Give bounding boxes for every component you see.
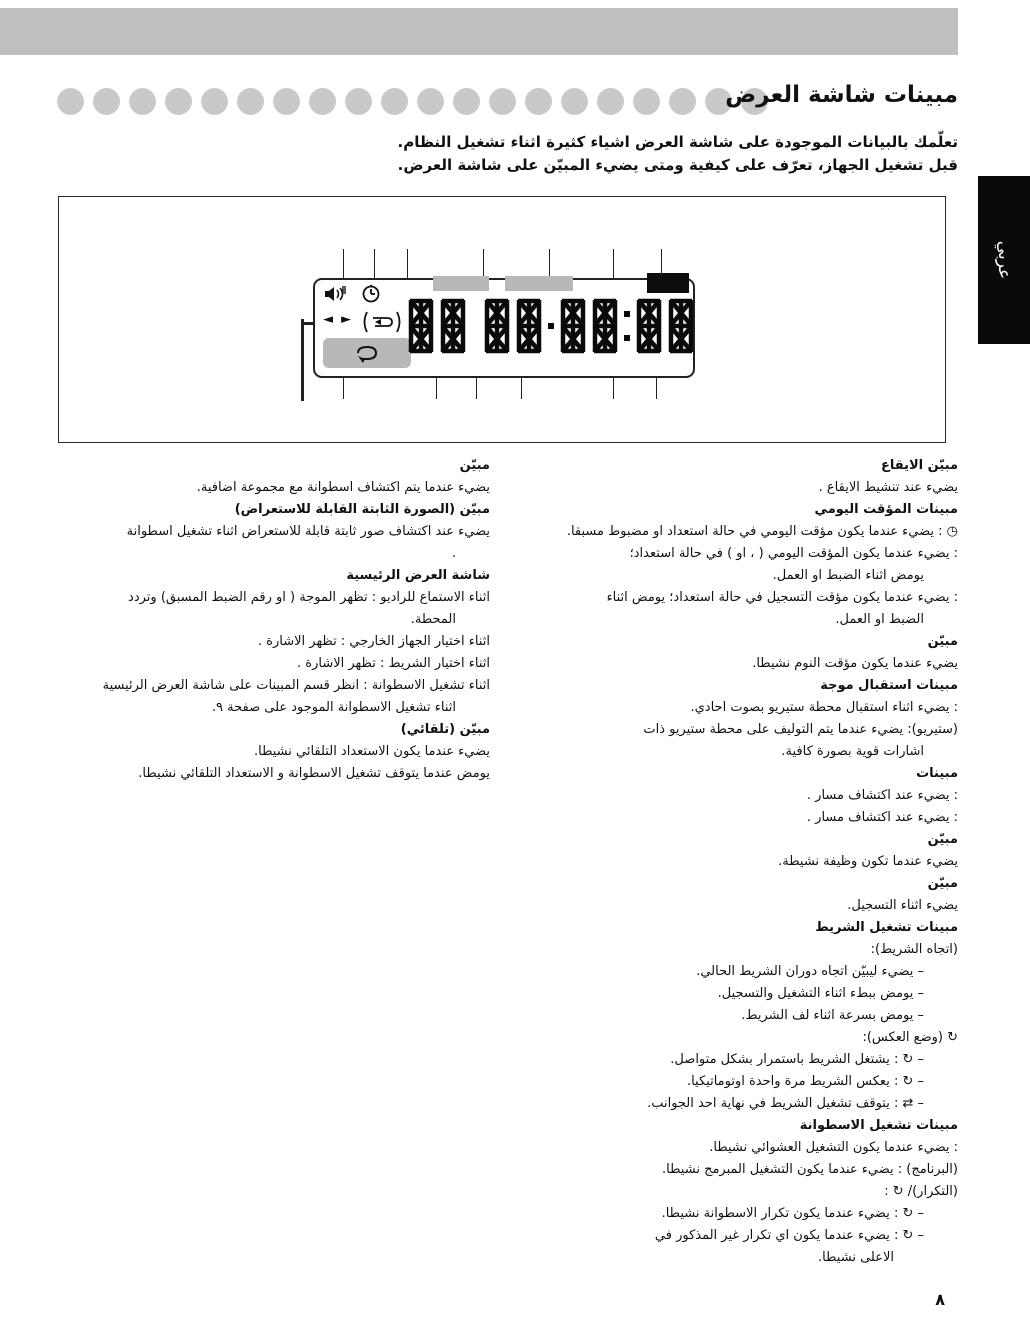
text-line: اثناء اختيار الشريط : تظهر الاشارة . bbox=[297, 656, 490, 671]
text-line: : يضيء عندما يكون مؤقت التسجيل في حالة استعداد؛ يومض اثناء bbox=[606, 590, 958, 605]
section-heading-line: مبيّن bbox=[927, 634, 958, 649]
segment-digit bbox=[439, 297, 467, 355]
segment-display-digits bbox=[407, 294, 695, 358]
text-line: ↻ (وضع العكس): bbox=[862, 1030, 958, 1045]
text-line: – ↻ : يضيء عندما يكون اي تكرار غير المذكور في bbox=[654, 1228, 924, 1243]
display-panel bbox=[313, 278, 695, 378]
text-line: يضيء عندما يكون مؤقت النوم نشيطا. bbox=[752, 656, 958, 671]
text-line: (اتجاه الشريط): bbox=[870, 942, 958, 957]
top-gray-bar bbox=[0, 8, 958, 55]
text-line: : يضيء عند اكتشاف مسار . bbox=[806, 810, 958, 825]
segment-digit bbox=[407, 297, 435, 355]
callout-line-left bbox=[301, 319, 304, 401]
intro-line-2: قبل تشغيل الجهاز، تعرّف على كيفية ومتى يضيء المبيّن على شاشة العرض. bbox=[397, 156, 958, 174]
decorative-dot bbox=[489, 88, 516, 115]
decorative-dot bbox=[345, 88, 372, 115]
text-line: – ↻ : يشتغل الشريط باستمرار بشكل متواصل. bbox=[670, 1052, 924, 1067]
text-line: ◷ : يضيء عندما يكون مؤقت اليومي في حالة استعداد او مضبوط مسبقا. bbox=[566, 524, 958, 539]
callout-line bbox=[613, 249, 614, 279]
text-line: اثناء اختيار الجهاز الخارجي : تظهر الاشارة . bbox=[257, 634, 490, 649]
text-line: – ↻ : يضيء عندما يكون تكرار الاسطوانة نشيطا. bbox=[661, 1206, 924, 1221]
text-line: اشارات قوية بصورة كافية. bbox=[781, 744, 924, 759]
section-heading-line: مبينات تشغيل الشريط bbox=[815, 920, 958, 935]
text-line: (التكرار)/ ↻ : bbox=[884, 1184, 958, 1199]
segment-digit bbox=[483, 297, 511, 355]
decorative-dot bbox=[525, 88, 552, 115]
section-heading-line: مبينات استقبال موجة bbox=[820, 678, 958, 693]
timer-clock-icon bbox=[361, 284, 381, 304]
text-line: المحطة. bbox=[410, 612, 456, 627]
text-line: : يضيء عندما يكون المؤقت اليومي ( ، او ) في حالة استعداد؛ bbox=[629, 546, 958, 561]
decorative-dot bbox=[129, 88, 156, 115]
text-line: يومض اثناء الضبط او العمل. bbox=[772, 568, 924, 583]
text-line: اثناء تشغيل الاسطوانة الموجود على صفحة ٩. bbox=[211, 700, 456, 715]
segment-digit bbox=[667, 297, 695, 355]
decorative-dot bbox=[417, 88, 444, 115]
decorative-dot bbox=[93, 88, 120, 115]
decorative-dot bbox=[453, 88, 480, 115]
decorative-dot bbox=[165, 88, 192, 115]
section-heading-line: مبيّن (الصورة الثابتة القابلة للاستعراض) bbox=[234, 502, 490, 517]
text-line: اثناء تشغيل الاسطوانة : انظر قسم المبينات على شاشة العرض الرئيسية bbox=[102, 678, 490, 693]
text-column-left bbox=[58, 455, 490, 1269]
page-title: مبينات شاشة العرض bbox=[725, 82, 958, 108]
section-heading-line: مبينات المؤقت اليومي bbox=[814, 502, 958, 517]
segment-digit bbox=[591, 297, 619, 355]
section-heading-line: مبيّن الايقاع bbox=[880, 458, 958, 473]
decorative-dot bbox=[597, 88, 624, 115]
decorative-dot bbox=[669, 88, 696, 115]
play-direction-icons: ◄ ► bbox=[323, 312, 354, 327]
title-dots bbox=[57, 88, 768, 115]
decorative-dot bbox=[633, 88, 660, 115]
text-line: . bbox=[451, 546, 456, 561]
text-line: الضبط او العمل. bbox=[835, 612, 924, 627]
text-line: : يضيء عندما يكون التشغيل العشوائي نشيطا. bbox=[709, 1140, 958, 1155]
text-line: يضيء عندما يكون الاستعداد التلقائي نشيطا. bbox=[253, 744, 490, 759]
reverse-mode-loop-icon bbox=[361, 310, 403, 334]
section-heading-line: مبيّن bbox=[927, 832, 958, 847]
decorative-dot bbox=[561, 88, 588, 115]
display-diagram-box bbox=[58, 196, 946, 443]
text-line: – يومض بسرعة اثناء لف الشريط. bbox=[741, 1008, 924, 1023]
text-line: يومض عندما يتوقف تشغيل الاسطوانة و الاستعداد التلقائي نشيطا. bbox=[138, 766, 490, 781]
section-heading-line: شاشة العرض الرئيسية bbox=[346, 568, 490, 583]
callout-line bbox=[343, 249, 344, 279]
page-number: ٨ bbox=[935, 1290, 945, 1309]
text-line: الاعلى نشيطا. bbox=[818, 1250, 894, 1265]
decorative-dot bbox=[273, 88, 300, 115]
indicator-block-1 bbox=[433, 276, 489, 291]
text-line: : يضيء عند اكتشاف مسار . bbox=[806, 788, 958, 803]
decorative-dot bbox=[201, 88, 228, 115]
language-tab bbox=[978, 176, 1030, 344]
colon-separator bbox=[623, 297, 631, 355]
text-line: (البرنامج) : يضيء عندما يكون التشغيل المبرمج نشيطا. bbox=[662, 1162, 958, 1177]
repeat-indicator-area bbox=[323, 338, 411, 368]
text-column-right bbox=[508, 455, 958, 1269]
section-heading-line: مبيّن bbox=[459, 458, 490, 473]
language-tab-label: عربي bbox=[994, 240, 1014, 280]
body-text bbox=[58, 455, 958, 1269]
repeat-loop-icon bbox=[353, 343, 381, 363]
callout-line bbox=[374, 249, 375, 279]
text-line: يضيء عند اكتشاف صور ثابتة قابلة للاستعراض اثناء تشغيل اسطوانة bbox=[126, 524, 490, 539]
text-line: : يضيء اثناء استقبال محطة ستيريو بصوت احادي. bbox=[690, 700, 958, 715]
decorative-dot bbox=[57, 88, 84, 115]
segment-digit bbox=[635, 297, 663, 355]
digit-gap bbox=[471, 326, 479, 327]
indicator-block-2 bbox=[505, 276, 573, 291]
segment-digit bbox=[559, 297, 587, 355]
indicator-block-black bbox=[647, 273, 689, 293]
speaker-icon bbox=[323, 284, 347, 304]
text-line: اثناء الاستماع للراديو : تظهر الموجة ( او رقم الضبط المسبق) وتردد bbox=[128, 590, 490, 605]
text-line: – ↻ : يعكس الشريط مرة واحدة اوتوماتيكيا. bbox=[686, 1074, 924, 1089]
callout-line bbox=[483, 249, 484, 279]
text-line: (ستيريو): يضيء عندما يتم التوليف على محطة ستيريو ذات bbox=[643, 722, 958, 737]
callout-line bbox=[407, 249, 408, 279]
segment-digit bbox=[515, 297, 543, 355]
text-line: يضيء اثناء التسجيل. bbox=[847, 898, 958, 913]
intro-line-1: تعلّمك بالبيانات الموجودة على شاشة العرض اشياء كثيرة اثناء تشغيل النظام. bbox=[397, 133, 958, 151]
text-line: يضيء عندما يتم اكتشاف اسطوانة مع مجموعة اضافية. bbox=[196, 480, 490, 495]
decorative-dot bbox=[381, 88, 408, 115]
callout-line bbox=[549, 249, 550, 279]
decorative-dot bbox=[237, 88, 264, 115]
decorative-dot bbox=[309, 88, 336, 115]
section-heading-line: مبينات bbox=[916, 766, 958, 781]
section-heading-line: مبيّن (تلقائي) bbox=[400, 722, 490, 737]
section-heading-line: مبيّن bbox=[927, 876, 958, 891]
dot-separator bbox=[547, 297, 555, 355]
text-line: يضيء عند تنشيط الايقاع . bbox=[818, 480, 958, 495]
text-line: يضيء عندما تكون وظيفة نشيطة. bbox=[778, 854, 958, 869]
text-line: – يومض ببطء اثناء التشغيل والتسجيل. bbox=[717, 986, 924, 1001]
section-heading-line: مبينات تشغيل الاسطوانة bbox=[799, 1118, 958, 1133]
intro-text bbox=[398, 131, 959, 177]
text-line: – يضيء ليبيّن اتجاه دوران الشريط الحالي. bbox=[696, 964, 924, 979]
text-line: – ⇄ : يتوقف تشغيل الشريط في نهاية احد الجوانب. bbox=[647, 1096, 924, 1111]
